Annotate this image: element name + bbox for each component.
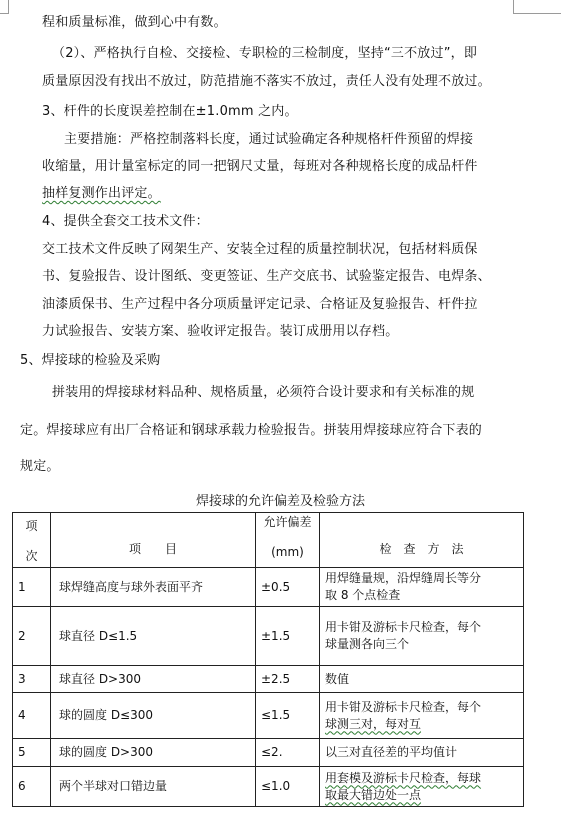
paragraph-line: 定。焊接球应有出厂合格证和钢球承载力检验报告。拼装用焊接球应符合下表的 xyxy=(20,423,483,438)
paragraph-line: 质量原因没有找出不放过，防范措施不落实不放过，责任人没有处理不放过。 xyxy=(42,74,491,89)
row-tolerance: ≤1.5 xyxy=(256,693,320,739)
row-item: 球直径 D≤1.5 xyxy=(51,607,256,666)
row-method: 用卡钳及游标卡尺检查，每个 球测三对，每对互 xyxy=(320,693,524,739)
paragraph-text: 抽样复测作出评定。 xyxy=(42,186,161,201)
row-tolerance: ±0.5 xyxy=(256,568,320,607)
paragraph-line xyxy=(42,185,161,203)
row-tolerance: ±2.5 xyxy=(256,666,320,693)
table-row xyxy=(13,693,524,739)
corner-mark-left xyxy=(8,0,9,14)
row-method: 用焊缝量规，沿焊缝周长等分 取 8 个点检查 xyxy=(320,568,524,607)
paragraph-line: 交工技术文件反映了网架生产、安装全过程的质量控制状况，包括材料质保 xyxy=(42,242,478,257)
paragraph-line: 油漆质保书、生产过程中各分项质量评定记录、合格证及复验报告、杆件拉 xyxy=(42,297,478,312)
row-method: 用卡钳及游标卡尺检查，每个 球量测各向三个 xyxy=(320,607,524,666)
row-item: 球焊缝高度与球外表面平齐 xyxy=(51,568,256,607)
row-item: 球的圆度 D≤300 xyxy=(51,693,256,739)
paragraph-line: 主要措施：严格控制落料长度，通过试验确定各种规格杆件预留的焊接 xyxy=(64,132,474,147)
header-tolerance: 允许偏差 (mm) xyxy=(256,513,320,568)
row-method: 以三对直径差的平均值计 xyxy=(320,739,524,767)
paragraph-line: 力试验报告、安装方案、验收评定报告。装订成册用以存档。 xyxy=(42,324,399,339)
table-row xyxy=(13,666,524,693)
corner-mark-left-h xyxy=(0,13,9,14)
paragraph-line: 拼装用的焊接球材料品种、规格质量，必须符合设计要求和有关标准的规 xyxy=(52,385,475,400)
paragraph-line: 4、提供全套交工技术文件： xyxy=(42,214,209,229)
table-row xyxy=(13,767,524,807)
header-index: 项 次 xyxy=(13,513,51,568)
row-index: 4 xyxy=(13,693,51,739)
paragraph-line: 规定。 xyxy=(20,459,60,474)
paragraph-line: 3、杆件的长度误差控制在±1.0mm 之内。 xyxy=(42,104,298,119)
row-tolerance: ≤2. xyxy=(256,739,320,767)
row-item: 两个半球对口错边量 xyxy=(51,767,256,807)
table-caption: 焊接球的允许偏差及检验方法 xyxy=(195,494,365,509)
row-method: 用套模及游标卡尺检查，每球 取最大错边处一点 xyxy=(320,767,524,807)
row-index: 5 xyxy=(13,739,51,767)
row-index: 1 xyxy=(13,568,51,607)
paragraph-line: （2）、严格执行自检、交接检、专职检的三检制度，坚持“三不放过”，即 xyxy=(52,46,478,61)
header-method: 检 查 方 法 xyxy=(320,513,524,568)
tolerance-table xyxy=(12,512,524,807)
row-item: 球的圆度 D>300 xyxy=(51,739,256,767)
table-row xyxy=(13,568,524,607)
table-row xyxy=(13,607,524,666)
row-index: 6 xyxy=(13,767,51,807)
row-index: 3 xyxy=(13,666,51,693)
row-tolerance: ≤1.0 xyxy=(256,767,320,807)
corner-mark-right-h xyxy=(513,13,561,14)
paragraph-line: 程和质量标准，做到心中有数。 xyxy=(42,15,227,30)
row-tolerance: ±1.5 xyxy=(256,607,320,666)
table-header-row xyxy=(13,513,524,568)
corner-mark-right xyxy=(513,0,514,14)
header-item: 项 目 xyxy=(51,513,256,568)
section-heading: 5、焊接球的检验及采购 xyxy=(20,353,161,368)
row-item: 球直径 D>300 xyxy=(51,666,256,693)
paragraph-line: 书、复验报告、设计图纸、变更签证、生产交底书、试验鉴定报告、电焊条、 xyxy=(42,269,491,284)
table-row xyxy=(13,739,524,767)
paragraph-line: 收缩量，用计量室标定的同一把钢尺丈量，每班对各种规格长度的成品杆件 xyxy=(42,159,478,174)
row-method: 数值 xyxy=(320,666,524,693)
row-index: 2 xyxy=(13,607,51,666)
